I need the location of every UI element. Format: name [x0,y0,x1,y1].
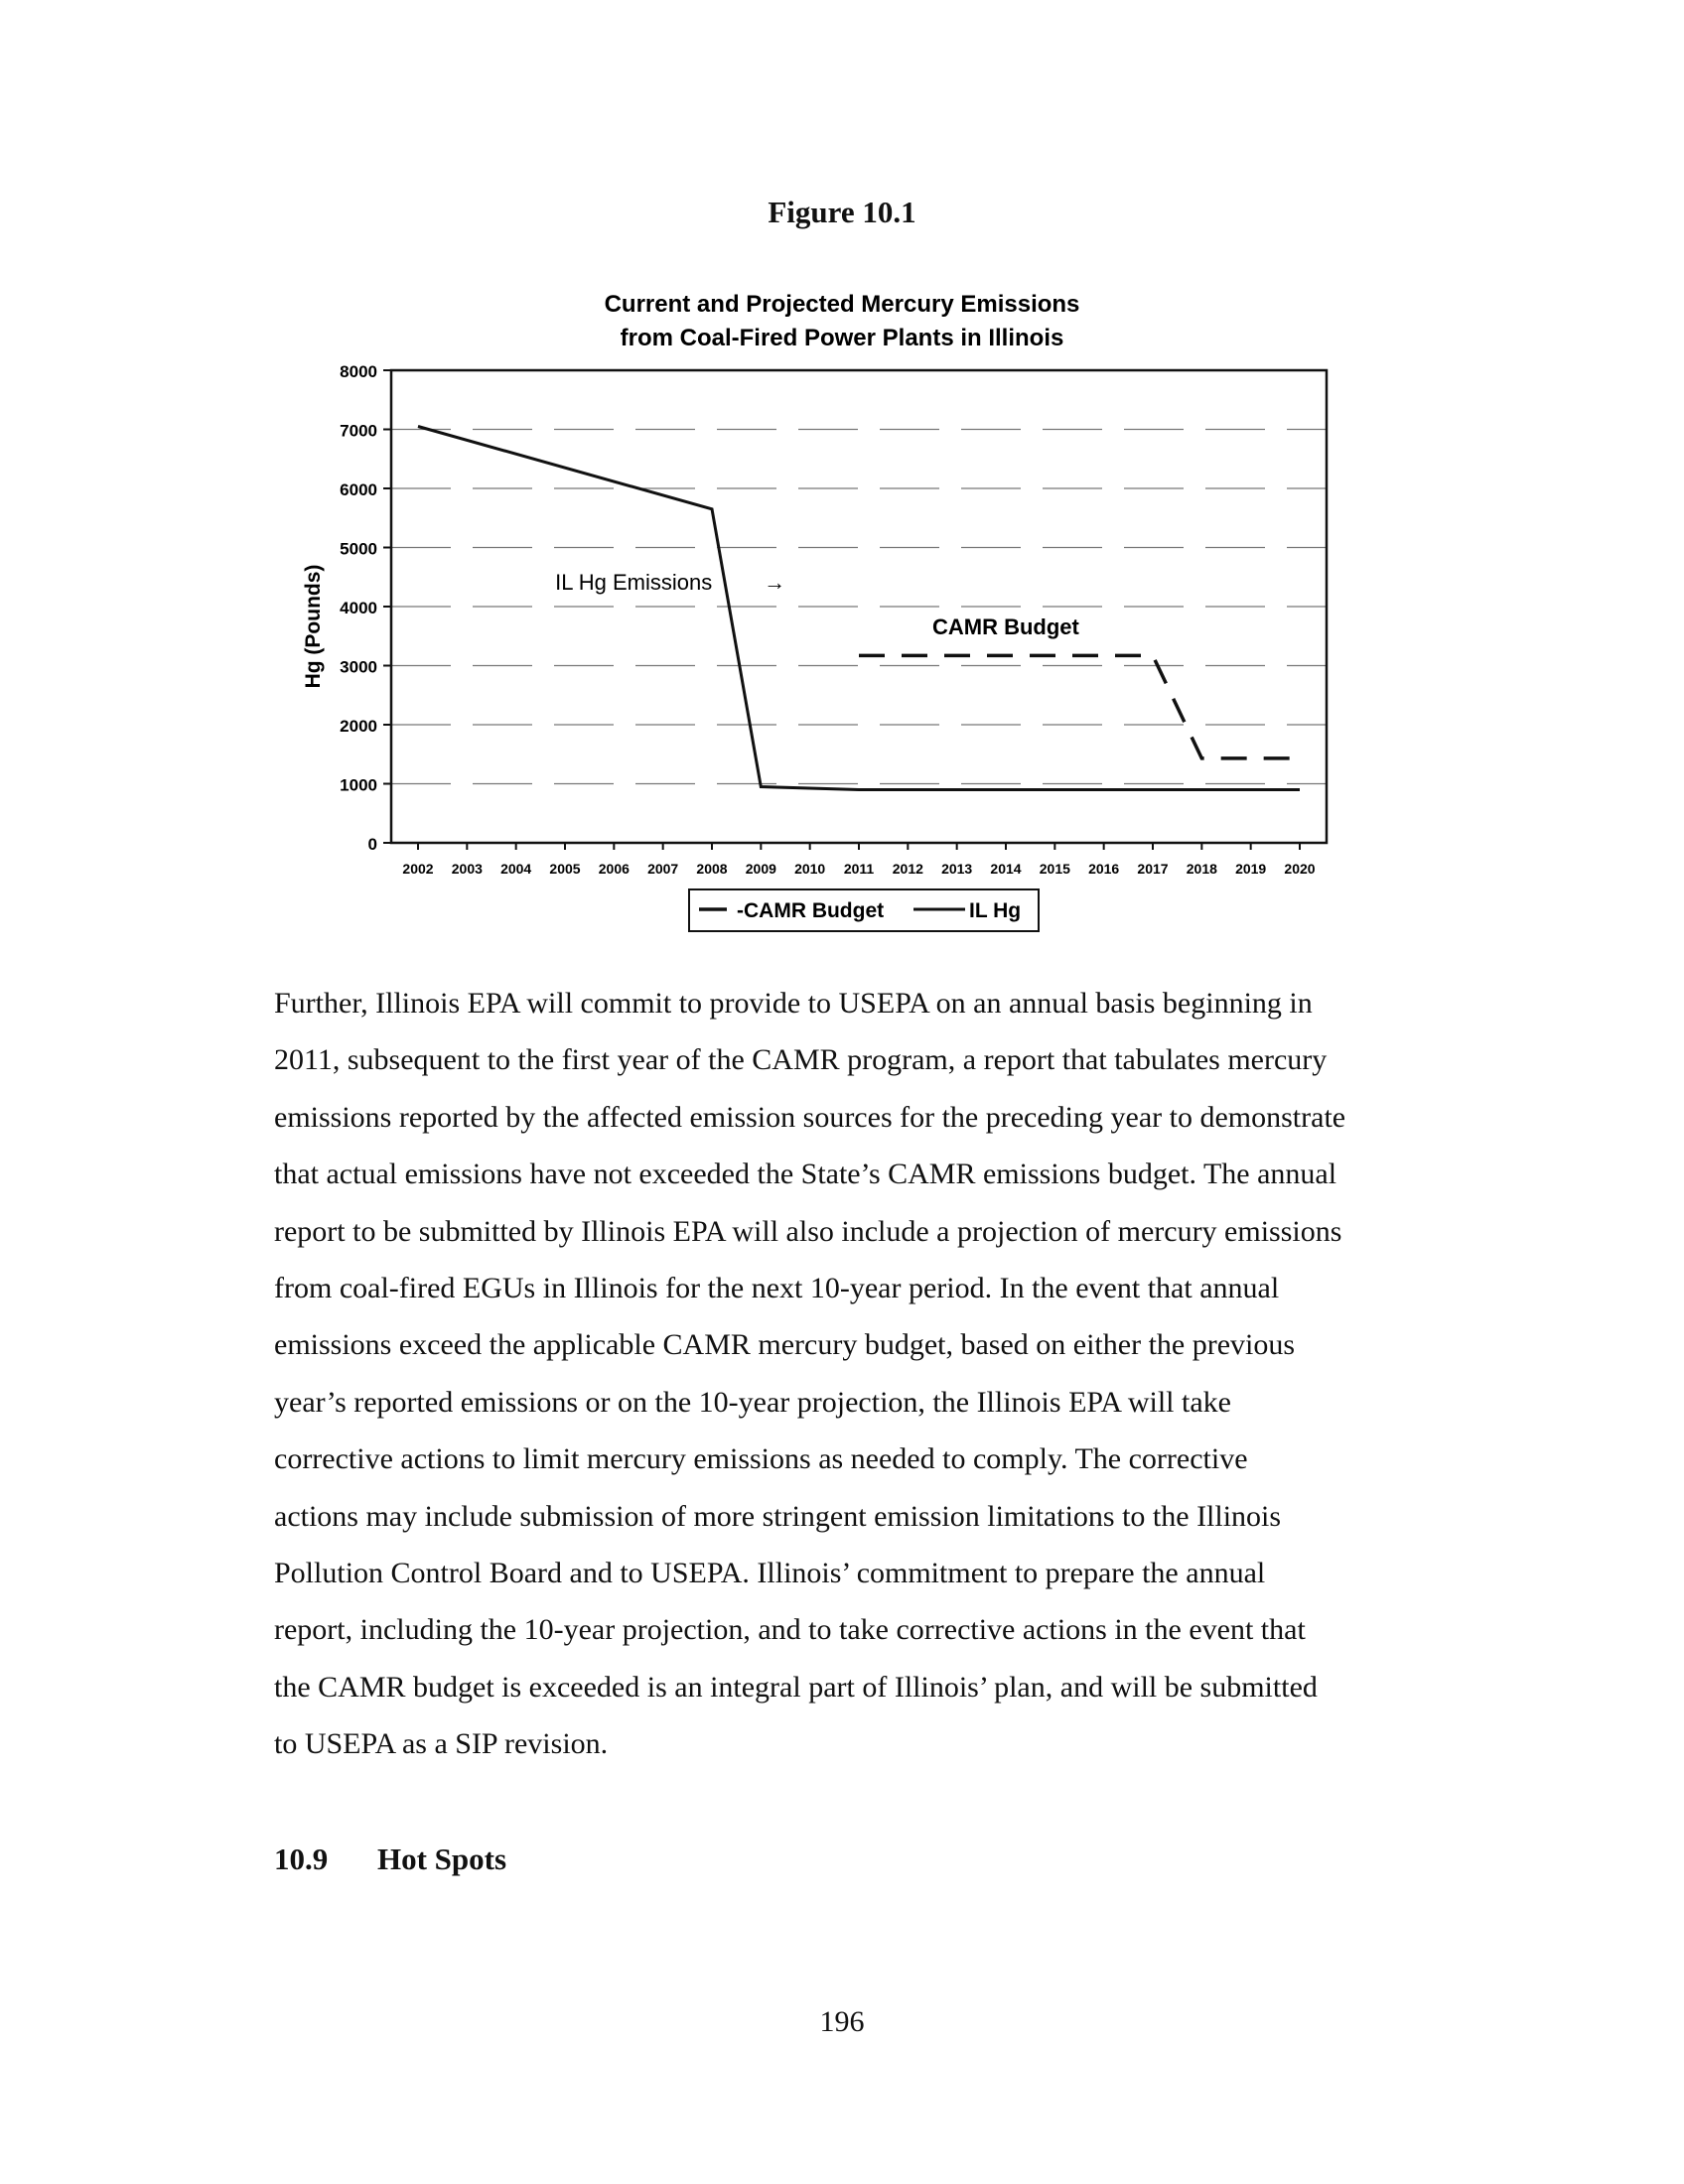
y-tick-label: 0 [367,835,377,854]
chart-svg [0,0,1684,953]
legend-label-il-hg: IL Hg [969,899,1022,922]
body-line: actions may include submission of more stringent emission limitations to the Illinois [274,1499,1282,1533]
x-tick-label: 2004 [500,861,532,877]
chart-subtitle: from Coal-Fired Power Plants in Illinois [620,325,1064,351]
y-tick-label: 1000 [340,775,377,795]
x-tick-label: 2020 [1284,861,1316,877]
x-tick-label: 2018 [1186,861,1217,877]
body-line: report, including the 10-year projection, and to take corrective actions in the event that [274,1613,1306,1647]
x-tick-label: 2016 [1088,861,1120,877]
body-line: report to be submitted by Illinois EPA will also include a projection of mercury emissions [274,1214,1342,1248]
x-tick-label: 2019 [1235,861,1267,877]
y-tick-label: 3000 [340,657,377,677]
y-tick-label: 4000 [340,599,377,617]
body-line: emissions exceed the applicable CAMR mercury budget, based on either the previous [274,1328,1296,1362]
series-camr-budget-line [859,655,1300,758]
y-tick-label: 5000 [340,539,377,559]
body-line: that actual emissions have not exceeded the State’s CAMR emissions budget. The annual [274,1158,1337,1191]
x-tick-label: 2012 [892,861,923,877]
body-line: the CAMR budget is exceeded is an integral part of Illinois’ plan, and will be submitted [274,1670,1318,1704]
y-tick-label: 7000 [340,421,377,441]
series-il-hg-line [418,427,1300,790]
page-number: 196 [819,2005,865,2038]
body-line: 2011, subsequent to the first year of the CAMR program, a report that tabulates mercury [274,1043,1328,1077]
y-axis-label: Hg (Pounds) [302,564,325,689]
x-tick-label: 2007 [647,861,679,877]
chart-title: Current and Projected Mercury Emissions [604,291,1080,318]
section-title: Hot Spots [377,1842,507,1876]
body-line: corrective actions to limit mercury emissions as needed to comply. The corrective [274,1442,1248,1476]
x-tick-label: 2013 [941,861,973,877]
figure-caption: Figure 10.1 [768,195,916,229]
y-tick-label: 8000 [340,362,377,381]
annotation-il-hg-emissions: IL Hg Emissions [555,570,713,596]
x-tick-label: 2003 [451,861,483,877]
body-line: from coal-fired EGUs in Illinois for the next 10-year period. In the event that annual [274,1271,1280,1304]
x-tick-label: 2015 [1039,861,1070,877]
x-tick-label: 2002 [402,861,434,877]
annotation-camr-budget: CAMR Budget [932,614,1079,640]
x-tick-label: 2009 [745,861,776,877]
x-tick-label: 2008 [696,861,728,877]
body-paragraph [274,975,1446,1772]
section-heading [274,1842,506,1877]
body-line: Further, Illinois EPA will commit to provide to USEPA on an annual basis beginning in [274,987,1313,1020]
x-tick-label: 2006 [598,861,630,877]
annotation-arrow: → [764,570,786,596]
x-tick-label: 2005 [549,861,581,877]
x-tick-label: 2017 [1137,861,1169,877]
body-line: Pollution Control Board and to USEPA. Illinois’ commitment to prepare the annual [274,1556,1266,1589]
chart [0,0,1684,953]
section-number: 10.9 [274,1842,329,1876]
x-tick-label: 2010 [794,861,826,877]
y-tick-label: 2000 [340,717,377,736]
legend-label-camr-budget: -CAMR Budget [737,899,885,922]
body-line: emissions reported by the affected emission sources for the preceding year to demonstrate [274,1100,1346,1134]
x-tick-label: 2011 [843,861,875,877]
body-line: to USEPA as a SIP revision. [274,1727,609,1761]
y-tick-label: 6000 [340,480,377,499]
body-line: year’s reported emissions or on the 10-year projection, the Illinois EPA will take [274,1385,1231,1419]
x-tick-label: 2014 [990,861,1022,877]
